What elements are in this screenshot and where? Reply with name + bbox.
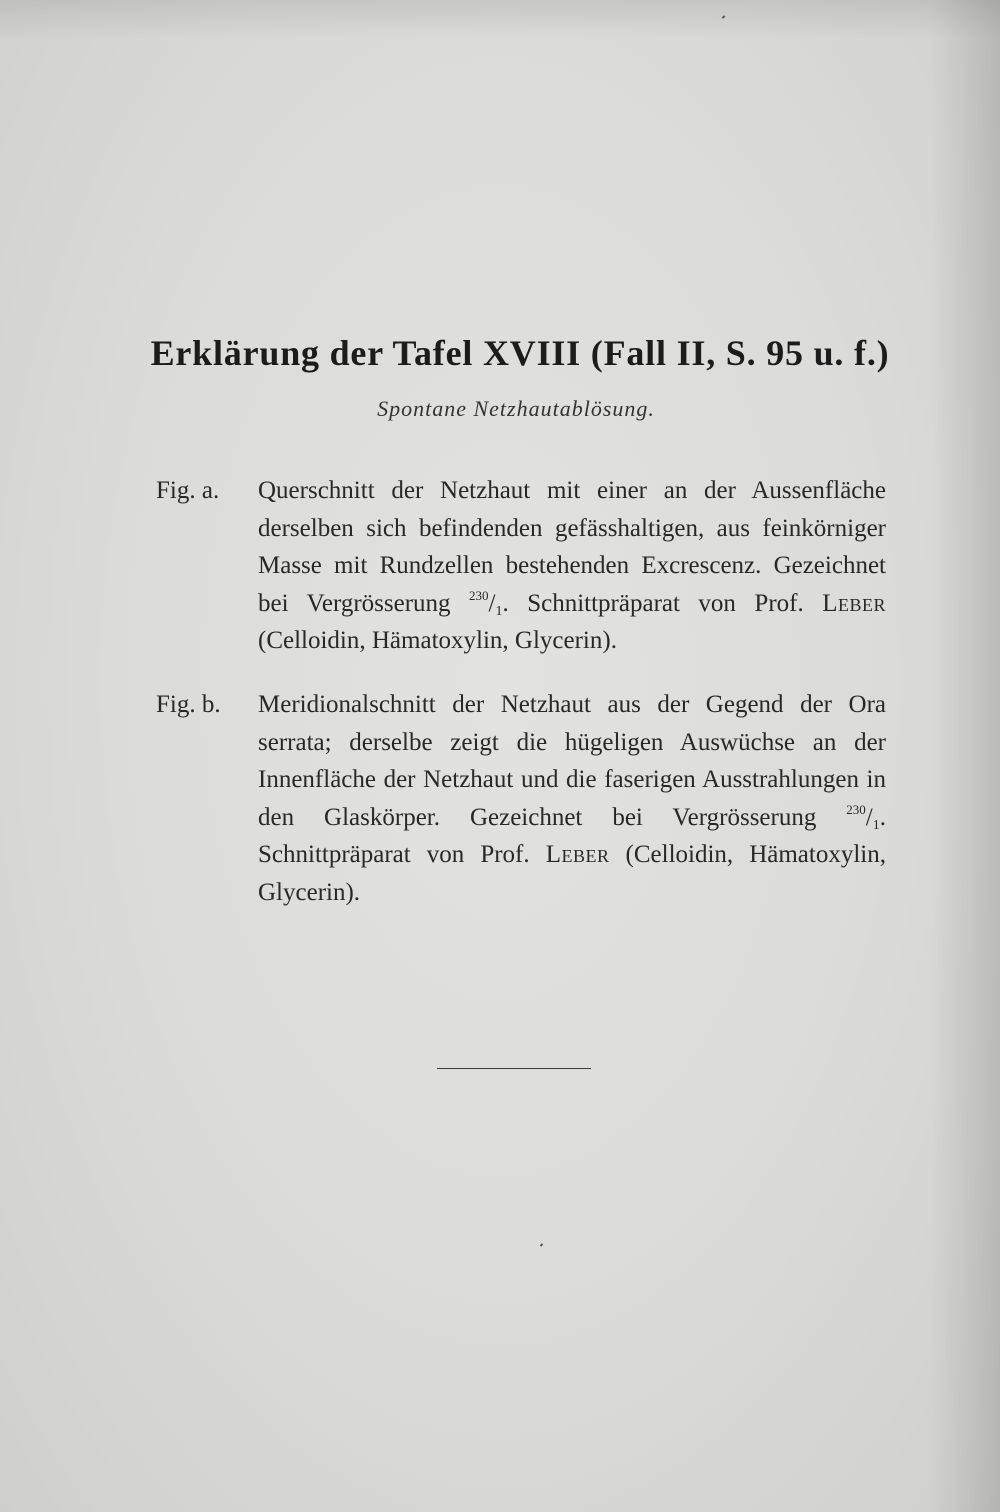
- figure-a-label: Fig. a.: [156, 477, 220, 504]
- magnification-numerator: 230: [469, 587, 489, 603]
- closing-rule: [437, 1068, 591, 1069]
- figure-b-label: Fig. b.: [156, 691, 221, 718]
- figure-a-text: . Schnittpräparat von Prof.: [502, 589, 823, 617]
- figure-a-body: [258, 472, 886, 660]
- figure-b-text: (Celloidin, Hämatoxylin, Glycerin).: [258, 841, 886, 906]
- figure-a-text: Querschnitt der Netzhaut mit einer an der Aussenfläche derselben sich befindenden gefässhaltigen, aus feinkörniger Masse mit Rundzellen bestehenden Excrescenz. Gezeichnet bei Vergrösserung: [258, 477, 886, 617]
- figure-b-text: . Schnittpräparat von Prof.: [258, 803, 886, 868]
- figure-b-text: Meridionalschnitt der Netzhaut aus der Gegend der Ora serrata; derselbe zeigt die hügeligen Auswüchse an der Innenfläche der Netzhaut und die faserigen Ausstrahlungen in den Glaskörper. Gezeichnet bei Vergrösserung: [258, 691, 886, 831]
- figure-a-text: (Celloidin, Hämatoxylin, Glycerin).: [258, 627, 617, 654]
- author-name: Leber: [545, 841, 610, 868]
- page-subtitle: Spontane Netzhautablösung.: [377, 396, 655, 421]
- author-name: Leber: [822, 589, 886, 617]
- figure-a-explanation: [156, 472, 886, 660]
- print-speck: [540, 1243, 543, 1247]
- magnification-denominator: 1: [495, 603, 503, 619]
- magnification-slash: /: [488, 589, 496, 617]
- magnification-denominator: 1: [872, 817, 880, 833]
- page-shadow-right: [930, 0, 1000, 1512]
- figure-b-explanation: [156, 686, 886, 911]
- figure-b-body: [258, 686, 886, 911]
- magnification-numerator: 230: [846, 801, 866, 817]
- page-shadow-top: [0, 0, 1000, 40]
- page-title: Erklärung der Tafel XVIII (Fall II, S. 95 u. f.): [150, 333, 890, 373]
- magnification-slash: /: [865, 803, 873, 831]
